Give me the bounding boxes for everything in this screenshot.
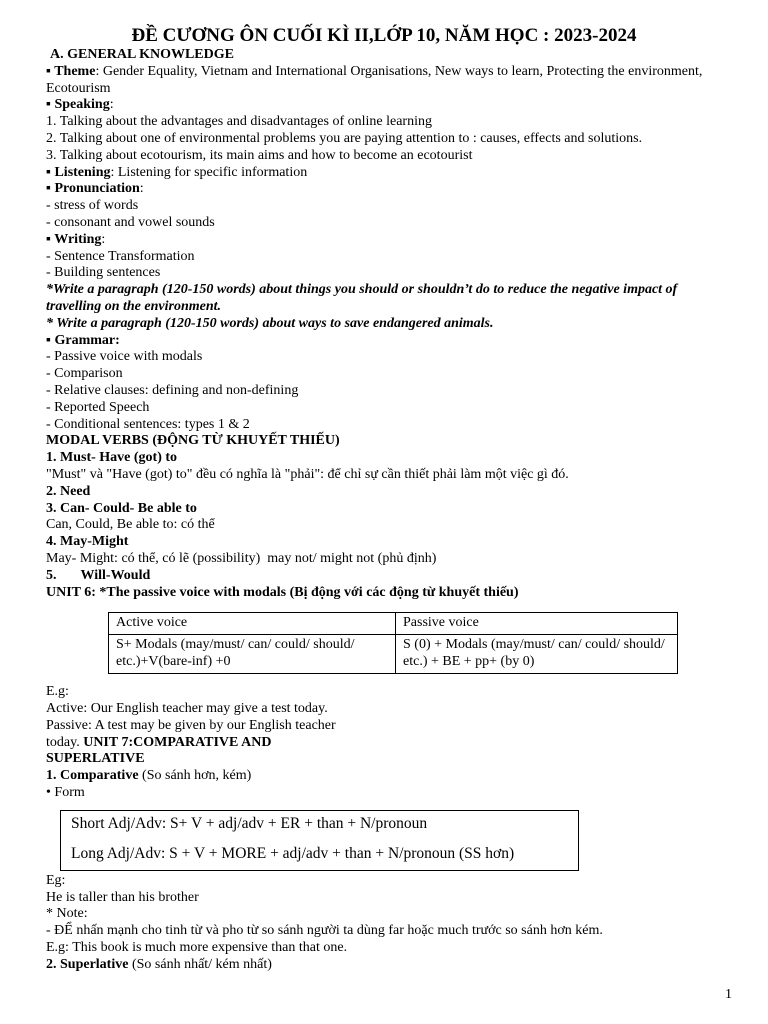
modal-subheading: 3. Can- Could- Be able to xyxy=(46,500,197,516)
writing-task: *Write a paragraph (120-150 words) about things you should or shouldn’t do to reduce the negative impact of travelling on the environment. xyxy=(46,282,678,314)
list-item: - Sentence Transformation xyxy=(46,248,195,264)
grammar-heading: ▪ Grammar: xyxy=(46,332,120,348)
table-header-cell: Passive voice xyxy=(396,613,678,635)
example-line: He is taller than his brother xyxy=(46,889,199,905)
paragraph: Can, Could, Be able to: có thể xyxy=(46,517,215,533)
modal-subheading: 4. May-Might xyxy=(46,534,129,550)
modal-subheading: 2. Need xyxy=(46,483,91,499)
example-line: Passive: A test may be given by our English teacher xyxy=(46,717,336,733)
section-heading: A. GENERAL KNOWLEDGE xyxy=(50,47,234,62)
writing-task: * Write a paragraph (120-150 words) about ways to save endangered animals. xyxy=(46,315,494,331)
example-line: E.g: This book is much more expensive than that one. xyxy=(46,940,348,956)
theme-item: ▪ Theme: Gender Equality, Vietnam and International Organisations, New ways to learn, Protecting the environment, Ecotourism xyxy=(46,63,703,96)
table-header-cell: Active voice xyxy=(109,613,396,635)
list-item: - Conditional sentences: types 1 & 2 xyxy=(46,416,250,432)
table-cell: S+ Modals (may/must/ can/ could/ should/ etc.)+V(bare-inf) +0 xyxy=(109,635,396,674)
list-item: - stress of words xyxy=(46,198,139,214)
list-item: 3. Talking about ecotourism, its main aims and how to become an ecotourist xyxy=(46,147,473,163)
list-item: - Building sentences xyxy=(46,265,161,281)
pronunciation-heading: ▪ Pronunciation: xyxy=(46,181,144,197)
list-item: - Comparison xyxy=(46,366,123,382)
list-item: - Reported Speech xyxy=(46,399,150,415)
modal-subheading: 5. Will-Would xyxy=(46,567,151,583)
table-row xyxy=(109,613,678,635)
passive-voice-table xyxy=(108,612,678,674)
formula-box xyxy=(60,810,579,871)
list-item: 2. Talking about one of environmental problems you are paying attention to : causes, effects and solutions. xyxy=(46,130,643,146)
example-label: Eg: xyxy=(46,872,66,888)
modal-subheading: 1. Must- Have (got) to xyxy=(46,450,178,466)
list-item: - Passive voice with modals xyxy=(46,349,203,365)
list-item: 1. Talking about the advantages and disadvantages of online learning xyxy=(46,114,432,130)
example-line: today. UNIT 7:COMPARATIVE AND xyxy=(46,734,272,750)
paragraph: May- Might: có thể, có lẽ (possibility) 󠄃 may not/ might not (phủ định) xyxy=(46,550,437,566)
listening-item: ▪ Listening: Listening for specific information xyxy=(46,164,308,180)
list-item: - Relative clauses: defining and non-defining xyxy=(46,382,299,398)
speaking-heading: ▪ Speaking: xyxy=(46,97,114,113)
page-number: 1 xyxy=(725,987,732,1002)
form-label: • Form xyxy=(46,785,85,801)
note-label: * Note: xyxy=(46,906,88,922)
section-heading: MODAL VERBS (ĐỘNG TỪ KHUYẾT THIẾU) xyxy=(46,433,340,449)
unit-heading: SUPERLATIVE xyxy=(46,751,145,767)
table-cell: S (0) + Modals (may/must/ can/ could/ should/ etc.) + BE + pp+ (by 0) xyxy=(396,635,678,674)
superlative-heading: 2. Superlative (So sánh nhất/ kém nhất) xyxy=(46,956,272,972)
writing-heading: ▪ Writing: xyxy=(46,231,106,247)
example-line: Active: Our English teacher may give a test today. xyxy=(46,701,328,717)
page-title: ĐỀ CƯƠNG ÔN CUỐI KÌ II,LỚP 10, NĂM HỌC : 2023-2024 xyxy=(131,25,637,46)
unit-heading: UNIT 6: *The passive voice with modals (Bị động với các động từ khuyết thiếu) xyxy=(46,584,519,600)
paragraph: "Must" và "Have (got) to" đều có nghĩa là "phải": để chỉ sự cần thiết phải làm một việc gì đó. xyxy=(46,466,569,482)
document-body xyxy=(46,47,732,974)
formula-short: Short Adj/Adv: S+ V + adj/adv + ER + than + N/pronoun xyxy=(71,814,428,832)
comparative-heading: 1. Comparative (So sánh hơn, kém) xyxy=(46,768,252,784)
formula-long: Long Adj/Adv: S + V + MORE + adj/adv + than + N/pronoun (SS hơn) xyxy=(71,844,515,862)
note-line: - ĐỂ nhấn mạnh cho tinh từ và pho từ so sánh người ta dùng far hoặc much trước so sánh hơn kém. xyxy=(46,923,603,939)
list-item: - consonant and vowel sounds xyxy=(46,214,215,230)
table-row xyxy=(109,635,678,674)
example-label: E.g: xyxy=(46,684,69,700)
